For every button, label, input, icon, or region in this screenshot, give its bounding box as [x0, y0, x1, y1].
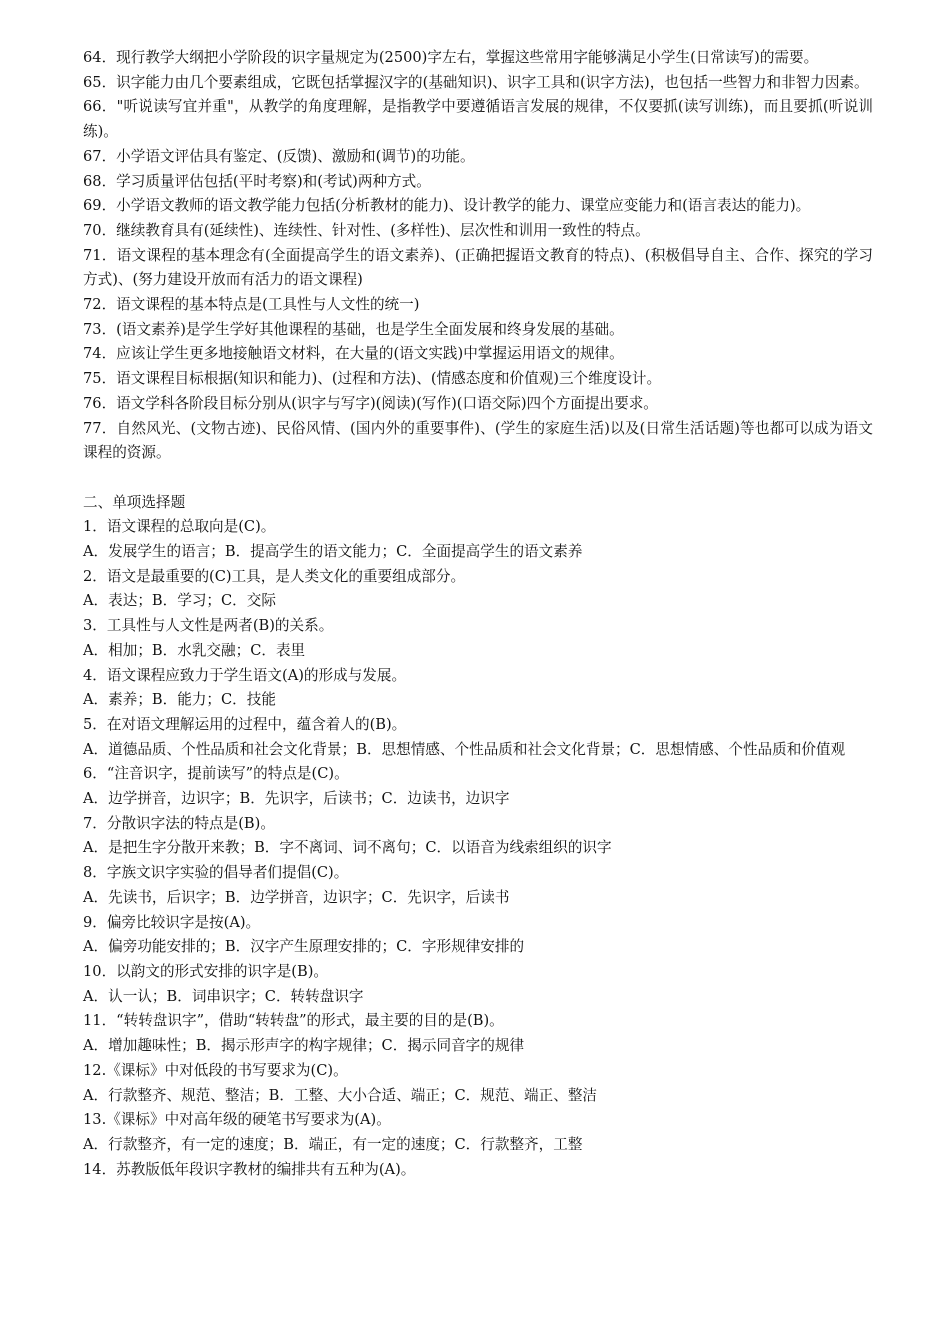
choice-question-11: 11．“转转盘识字”，借助“转转盘”的形式，最主要的目的是(B)。: [83, 1012, 504, 1030]
fill-blank-item-66: 66．"听说读写宜并重"，从教学的角度理解，是指教学中要遵循语言发展的规律，不仅要抓(读写训练)，而且要抓(听说训练)。: [83, 98, 873, 141]
choice-question-4: 4．语文课程应致力于学生语文(A)的形成与发展。: [83, 666, 407, 684]
choice-question-5: 5．在对语文理解运用的过程中，蕴含着人的(B)。: [83, 715, 407, 733]
choice-question-10: 10．以韵文的形式安排的识字是(B)。: [83, 963, 328, 980]
choice-options-11: A．增加趣味性；B．揭示形声字的构字规律；C．揭示同音字的规律: [83, 1037, 525, 1055]
choice-question-6: 6．“注音识字，提前读写”的特点是(C)。: [83, 765, 349, 783]
choice-section: [83, 515, 873, 1182]
fill-blank-item-64: 64．现行教学大纲把小学阶段的识字量规定为(2500)字左右，掌握这些常用字能够满足小学生(日常读写)的需要。: [83, 49, 819, 66]
choice-question-12: 12.《课标》中对低段的书写要求为(C)。: [83, 1061, 348, 1079]
choice-options-7: A．是把生字分散开来教；B．字不离词、词不离句；C．以语音为线索组织的识字: [83, 839, 612, 857]
choice-options-3: A．相加；B．水乳交融；C．表里: [83, 641, 306, 659]
section-title: 二、单项选择题: [83, 493, 186, 511]
choice-question-9: 9．偏旁比较识字是按(A)。: [83, 913, 261, 931]
choice-options-8: A．先读书，后识字；B．边学拼音，边识字；C．先识字，后读书: [83, 888, 510, 906]
choice-options-6: A．边学拼音，边识字；B．先识字，后读书；C．边读书，边识字: [83, 790, 510, 808]
choice-options-4: A．素养；B．能力；C．技能: [83, 691, 276, 709]
fill-blank-item-70: 70．继续教育具有(延续性)、连续性、针对性、(多样性)、层次性和训用一致性的特点。: [83, 221, 650, 239]
choice-options-9: A．偏旁功能安排的；B．汉字产生原理安排的；C．字形规律安排的: [83, 938, 525, 956]
fill-blank-section: [83, 46, 873, 466]
fill-blank-item-75: 75．语文课程目标根据(知识和能力)、(过程和方法)、(情感态度和价值观)三个维度设计。: [83, 370, 662, 388]
fill-blank-item-69: 69．小学语文教师的语文教学能力包括(分析教材的能力)、设计教学的能力、课堂应变能力和(语言表达的能力)。: [83, 197, 811, 215]
fill-blank-item-71: 71．语文课程的基本理念有(全面提高学生的语文素养)、(正确把握语文教育的特点)、(积极倡导自主、合作、探究的学习方式)、(努力建设开放而有活力的语文课程): [83, 246, 873, 289]
fill-blank-item-73: 73．(语文素养)是学生学好其他课程的基础，也是学生全面发展和终身发展的基础。: [83, 320, 624, 338]
choice-question-2: 2．语文是最重要的(C)工具，是人类文化的重要组成部分。: [83, 567, 466, 585]
fill-blank-item-74: 74．应该让学生更多地接触语文材料，在大量的(语文实践)中掌握运用语文的规律。: [83, 345, 624, 363]
fill-blank-item-67: 67．小学语文评估具有鉴定、(反馈)、激励和(调节)的功能。: [83, 147, 475, 165]
choice-options-5: A．道德品质、个性品质和社会文化背景；B．思想情感、个性品质和社会文化背景；C．思想情感、个性品质和价值观: [83, 740, 846, 758]
choice-options-2: A．表达；B．学习；C．交际: [83, 592, 276, 610]
choice-question-8: 8．字族文识字实验的倡导者们提倡(C)。: [83, 864, 349, 882]
choice-options-10: A．认一认；B．词串识字；C．转转盘识字: [83, 987, 364, 1005]
choice-options-1: A．发展学生的语言；B．提高学生的语文能力；C．全面提高学生的语文素养: [83, 543, 583, 561]
fill-blank-item-68: 68．学习质量评估包括(平时考察)和(考试)两种方式。: [83, 172, 431, 190]
choice-question-13: 13.《课标》中对高年级的硬笔书写要求为(A)。: [83, 1111, 391, 1129]
choice-question-3: 3．工具性与人文性是两者(B)的关系。: [83, 617, 334, 635]
choice-options-12: A．行款整齐、规范、整洁；B．工整、大小合适、端正；C．规范、端正、整洁: [83, 1086, 598, 1104]
fill-blank-item-72: 72．语文课程的基本特点是(工具性与人文性的统一): [83, 296, 420, 314]
choice-question-7: 7．分散识字法的特点是(B)。: [83, 814, 275, 832]
fill-blank-item-76: 76．语文学科各阶段目标分别从(识字与写字)(阅读)(写作)(口语交际)四个方面提出要求。: [83, 394, 658, 412]
choice-question-14: 14．苏教版低年段识字教材的编排共有五种为(A)。: [83, 1160, 416, 1178]
fill-blank-item-77: 77．自然风光、(文物古迹)、民俗风情、(国内外的重要事件)、(学生的家庭生活)以及(日常生活话题)等也都可以成为语文课程的资源。: [83, 419, 873, 462]
fill-blank-item-65: 65．识字能力由几个要素组成，它既包括掌握汉字的(基础知识)、识字工具和(识字方法)，也包括一些智力和非智力因素。: [83, 73, 869, 91]
document-page: [83, 46, 873, 1182]
choice-options-13: A．行款整齐，有一定的速度；B．端正，有一定的速度；C．行款整齐，工整: [83, 1135, 583, 1153]
section-spacer: [83, 466, 873, 491]
choice-question-1: 1．语文课程的总取向是(C)。: [83, 518, 276, 536]
